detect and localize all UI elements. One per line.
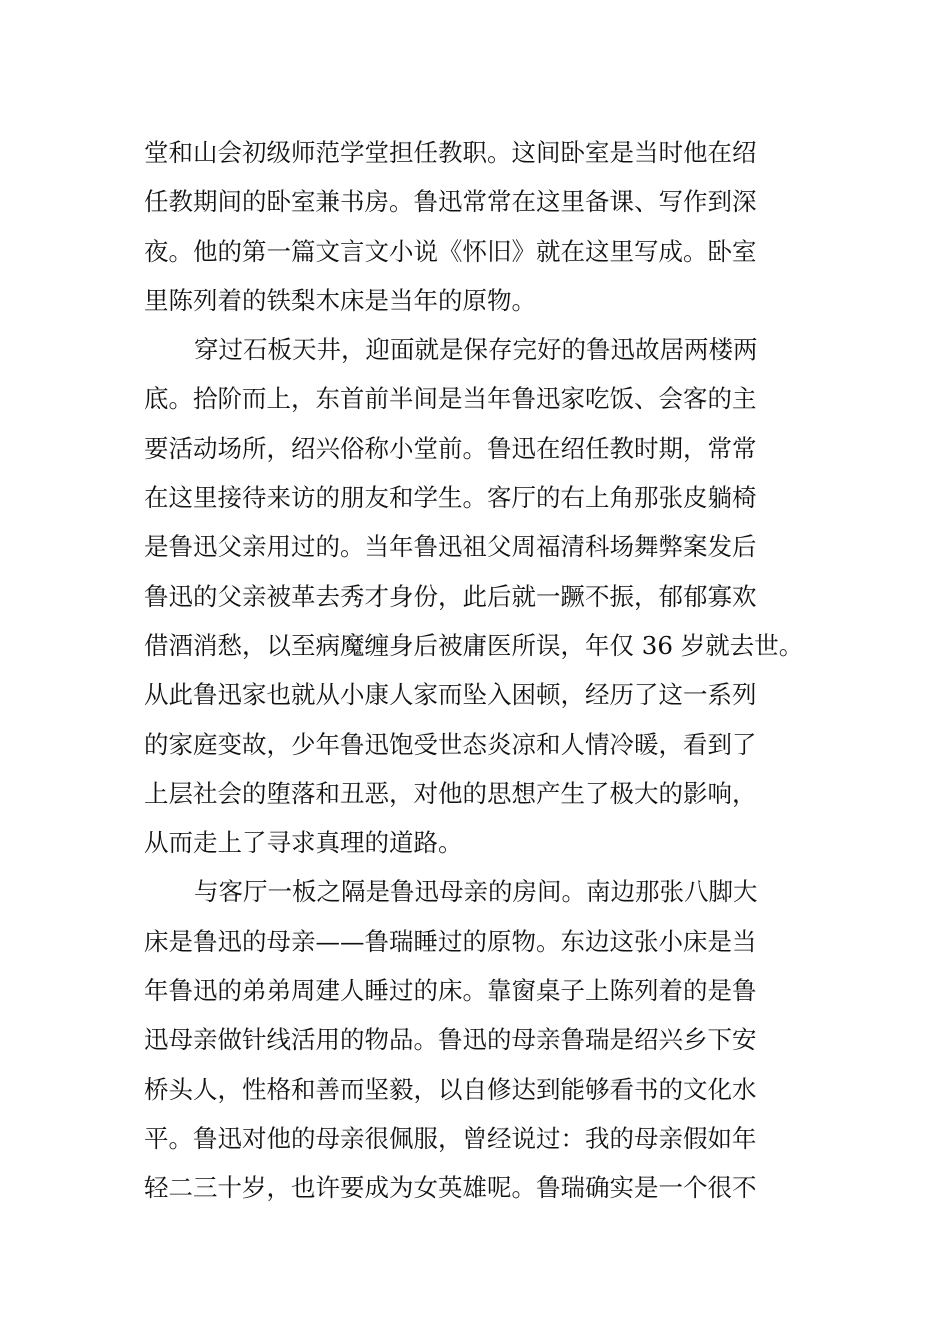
body-text [144, 128, 834, 1213]
text-line: 上层社会的堕落和丑恶，对他的思想产生了极大的影响， [144, 778, 757, 808]
text-line: 里陈列着的铁梨木床是当年的原物。 [144, 285, 536, 315]
text-line: 平。鲁迅对他的母亲很佩服，曾经说过：我的母亲假如年 [144, 1123, 757, 1153]
text-line: 堂和山会初级师范学堂担任教职。这间卧室是当时他在绍 [144, 138, 757, 167]
text-line: 从此鲁迅家也就从小康人家而坠入困顿，经历了这一系列 [144, 680, 757, 710]
text-line: 轻二三十岁，也许要成为女英雄呢。鲁瑞确实是一个很不 [144, 1173, 757, 1203]
text-line: 要活动场所，绍兴俗称小堂前。鲁迅在绍任教时期，常常 [144, 433, 757, 463]
text-line: 年鲁迅的弟弟周建人睡过的床。靠窗桌子上陈列着的是鲁 [144, 976, 757, 1006]
text-line: 迅母亲做针线活用的物品。鲁迅的母亲鲁瑞是绍兴乡下安 [144, 1025, 757, 1055]
text-line: 鲁迅的父亲被革去秀才身份，此后就一蹶不振，郁郁寡欢 [144, 581, 757, 611]
text-line: 在这里接待来访的朋友和学生。客厅的右上角那张皮躺椅 [144, 483, 757, 513]
text-line: 从而走上了寻求真理的道路。 [144, 828, 463, 858]
text-line: 是鲁迅父亲用过的。当年鲁迅祖父周福清科场舞弊案发后 [144, 532, 757, 562]
text-line: 借酒消愁，以至病魔缠身后被庸医所误，年仅 36 岁就去世。 [144, 630, 804, 660]
text-line: 的家庭变故，少年鲁迅饱受世态炎凉和人情冷暖，看到了 [144, 729, 757, 759]
text-line: 夜。他的第一篇文言文小说《怀旧》就在这里写成。卧室 [144, 236, 757, 266]
text-line: 底。拾阶而上，东首前半间是当年鲁迅家吃饭、会客的主 [144, 384, 757, 414]
text-line: 任教期间的卧室兼书房。鲁迅常常在这里备课、写作到深 [144, 187, 757, 217]
paragraph-first-line: 与客厅一板之隔是鲁迅母亲的房间。南边那张八脚大 [194, 877, 758, 907]
paragraph-first-line: 穿过石板天井，迎面就是保存完好的鲁迅故居两楼两 [194, 335, 758, 365]
text-line: 床是鲁迅的母亲——鲁瑞睡过的原物。东边这张小床是当 [144, 926, 757, 956]
text-line: 桥头人，性格和善而坚毅，以自修达到能够看书的文化水 [144, 1074, 757, 1104]
